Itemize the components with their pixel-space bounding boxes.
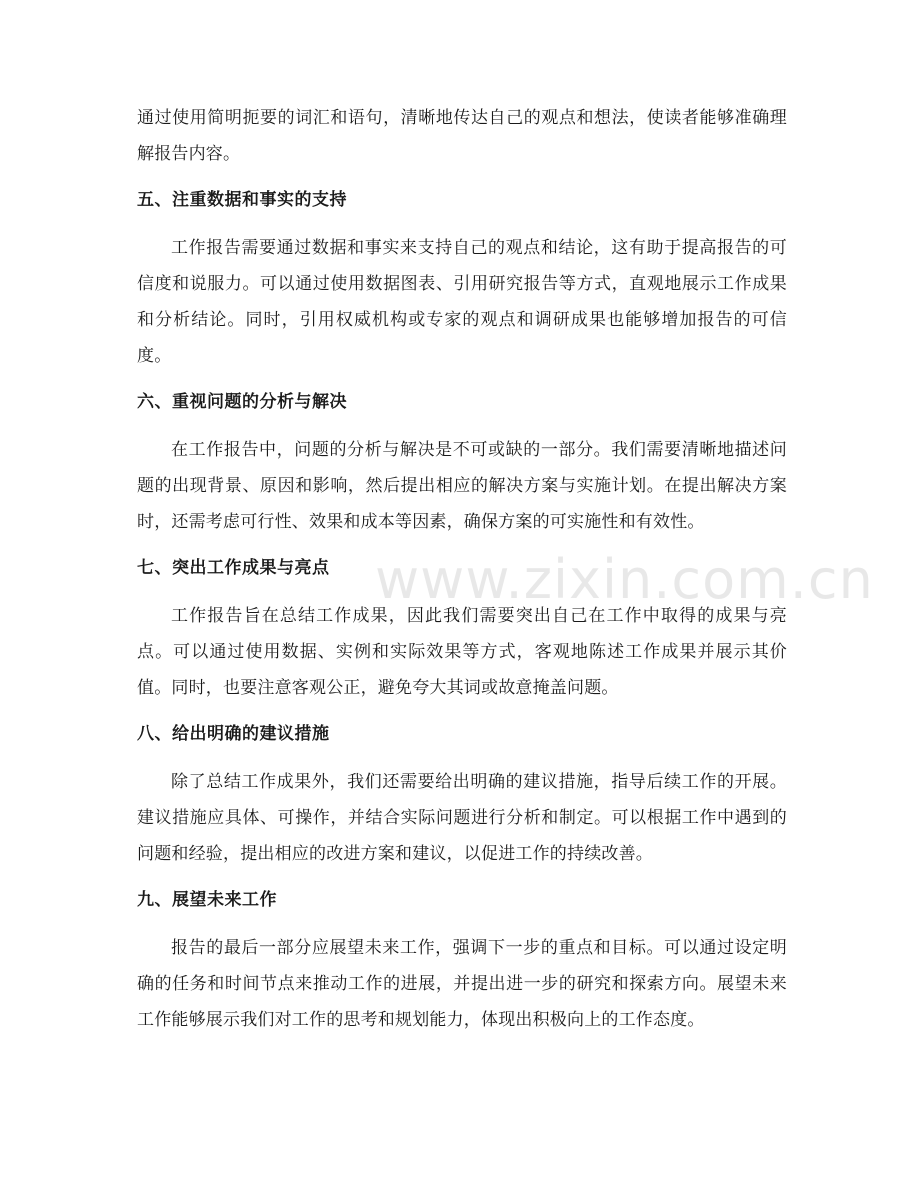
section-heading: 五、注重数据和事实的支持 [137,190,347,210]
section-heading: 七、突出工作成果与亮点 [137,558,330,578]
section-9 [137,882,787,1038]
section-6 [137,384,787,540]
section-paragraph: 报告的最后一部分应展望未来工作，强调下一步的重点和目标。可以通过设定明确的任务和时间节点来推动工作的进展，并提出进一步的研究和探索方向。展望未来工作能够展示我们对工作的思考和规划能力，体现出积极向上的工作态度。 [137,938,787,1030]
section-paragraph: 在工作报告中，问题的分析与解决是不可或缺的一部分。我们需要清晰地描述问题的出现背景、原因和影响，然后提出相应的解决方案与实施计划。在提出解决方案时，还需考虑可行性、效果和成本等因素，确保方案的可实施性和有效性。 [137,440,787,532]
section-8 [137,716,787,872]
section-heading: 八、给出明确的建议措施 [137,724,330,744]
section-paragraph: 工作报告需要通过数据和事实来支持自己的观点和结论，这有助于提高报告的可信度和说服力。可以通过使用数据图表、引用研究报告等方式，直观地展示工作成果和分析结论。同时，引用权威机构或专家的观点和调研成果也能够增加报告的可信度。 [137,238,787,366]
watermark: www.zixin.com.cn [375,548,874,611]
section-paragraph: 除了总结工作成果外，我们还需要给出明确的建议措施，指导后续工作的开展。建议措施应具体、可操作，并结合实际问题进行分析和制定。可以根据工作中遇到的问题和经验，提出相应的改进方案和建议，以促进工作的持续改善。 [137,772,787,864]
section-paragraph: 工作报告旨在总结工作成果，因此我们需要突出自己在工作中取得的成果与亮点。可以通过使用数据、实例和实际效果等方式，客观地陈述工作成果并展示其价值。同时，也要注意客观公正，避免夸大其词或故意掩盖问题。 [137,606,787,698]
section-5 [137,182,787,374]
section-7 [137,550,787,706]
section-heading: 九、展望未来工作 [137,890,277,910]
section-heading: 六、重视问题的分析与解决 [137,392,347,412]
document-body [137,100,787,1048]
intro-paragraph: 通过使用简明扼要的词汇和语句，清晰地传达自己的观点和想法，使读者能够准确理解报告内容。 [137,108,787,164]
